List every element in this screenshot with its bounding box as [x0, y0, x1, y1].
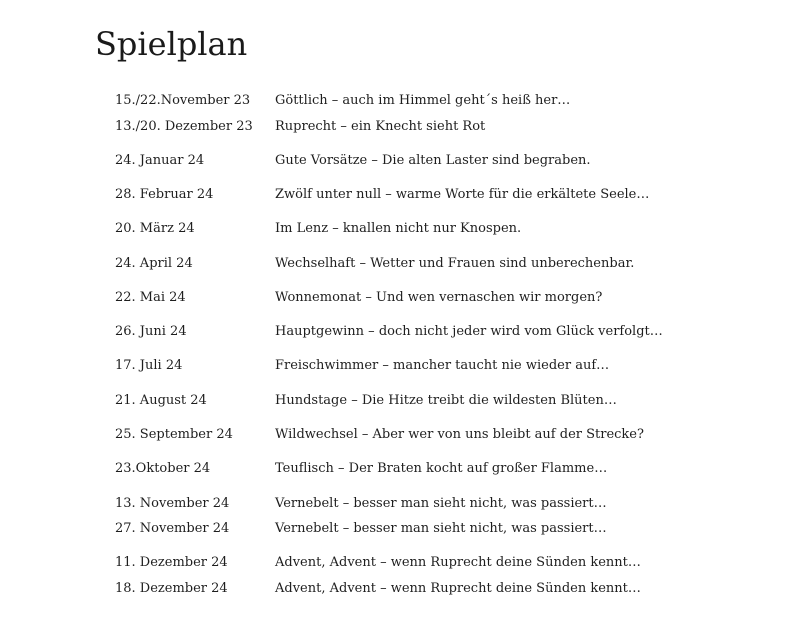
schedule-event: Göttlich – auch im Himmel geht´s heiß her…: [275, 93, 571, 108]
schedule-date: 20. März 24: [115, 221, 195, 236]
schedule-date: 24. April 24: [115, 256, 193, 271]
schedule-event: Gute Vorsätze – Die alten Laster sind begraben.: [275, 153, 591, 168]
schedule-row: [0, 425, 793, 445]
schedule-event: Vernebelt – besser man sieht nicht, was passiert…: [275, 496, 607, 511]
schedule-event: Wechselhaft – Wetter und Frauen sind unberechenbar.: [275, 256, 635, 271]
schedule-date: 18. Dezember 24: [115, 581, 228, 596]
schedule-event: Hauptgewinn – doch nicht jeder wird vom Glück verfolgt…: [275, 324, 663, 339]
schedule-event: Wonnemonat – Und wen vernaschen wir morgen?: [275, 290, 603, 305]
schedule-row: [0, 494, 793, 514]
schedule-event: Hundstage – Die Hitze treibt die wildesten Blüten…: [275, 393, 617, 408]
schedule-row: [0, 254, 793, 274]
schedule-date: 15./22.November 23: [115, 93, 251, 108]
schedule-event: Wildwechsel – Aber wer von uns bleibt auf der Strecke?: [275, 427, 644, 442]
schedule-row: [0, 356, 793, 376]
schedule-date: 22. Mai 24: [115, 290, 186, 305]
schedule-row: [0, 151, 793, 171]
schedule-date: 17. Juli 24: [115, 358, 183, 373]
schedule-row: [0, 185, 793, 205]
schedule-date: 27. November 24: [115, 521, 230, 536]
schedule-event: Im Lenz – knallen nicht nur Knospen.: [275, 221, 522, 236]
schedule-row: [0, 519, 793, 539]
schedule-row: [0, 322, 793, 342]
schedule-row: [0, 288, 793, 308]
schedule-row: [0, 459, 793, 479]
schedule-event: Advent, Advent – wenn Ruprecht deine Sünden kennt…: [275, 581, 641, 596]
schedule-date: 24. Januar 24: [115, 153, 205, 168]
schedule-event: Zwölf unter null – warme Worte für die erkältete Seele…: [275, 187, 650, 202]
schedule-date: 21. August 24: [115, 393, 207, 408]
schedule-row: [0, 117, 793, 137]
schedule-date: 23.Oktober 24: [115, 461, 211, 476]
schedule-date: 25. September 24: [115, 427, 233, 442]
schedule-event: Ruprecht – ein Knecht sieht Rot: [275, 119, 486, 134]
schedule-date: 13. November 24: [115, 496, 230, 511]
schedule-event: Teuflisch – Der Braten kocht auf großer Flamme…: [275, 461, 608, 476]
schedule-date: 11. Dezember 24: [115, 555, 228, 570]
page-title: Spielplan: [95, 25, 248, 63]
schedule-event: Vernebelt – besser man sieht nicht, was passiert…: [275, 521, 607, 536]
schedule-date: 28. Februar 24: [115, 187, 214, 202]
schedule-row: [0, 219, 793, 239]
schedule-event: Advent, Advent – wenn Ruprecht deine Sünden kennt…: [275, 555, 641, 570]
schedule-row: [0, 91, 793, 111]
schedule-row: [0, 391, 793, 411]
schedule-row: [0, 579, 793, 599]
schedule-event: Freischwimmer – mancher taucht nie wieder auf…: [275, 358, 610, 373]
schedule-date: 26. Juni 24: [115, 324, 187, 339]
schedule-date: 13./20. Dezember 23: [115, 119, 253, 134]
schedule-row: [0, 553, 793, 573]
